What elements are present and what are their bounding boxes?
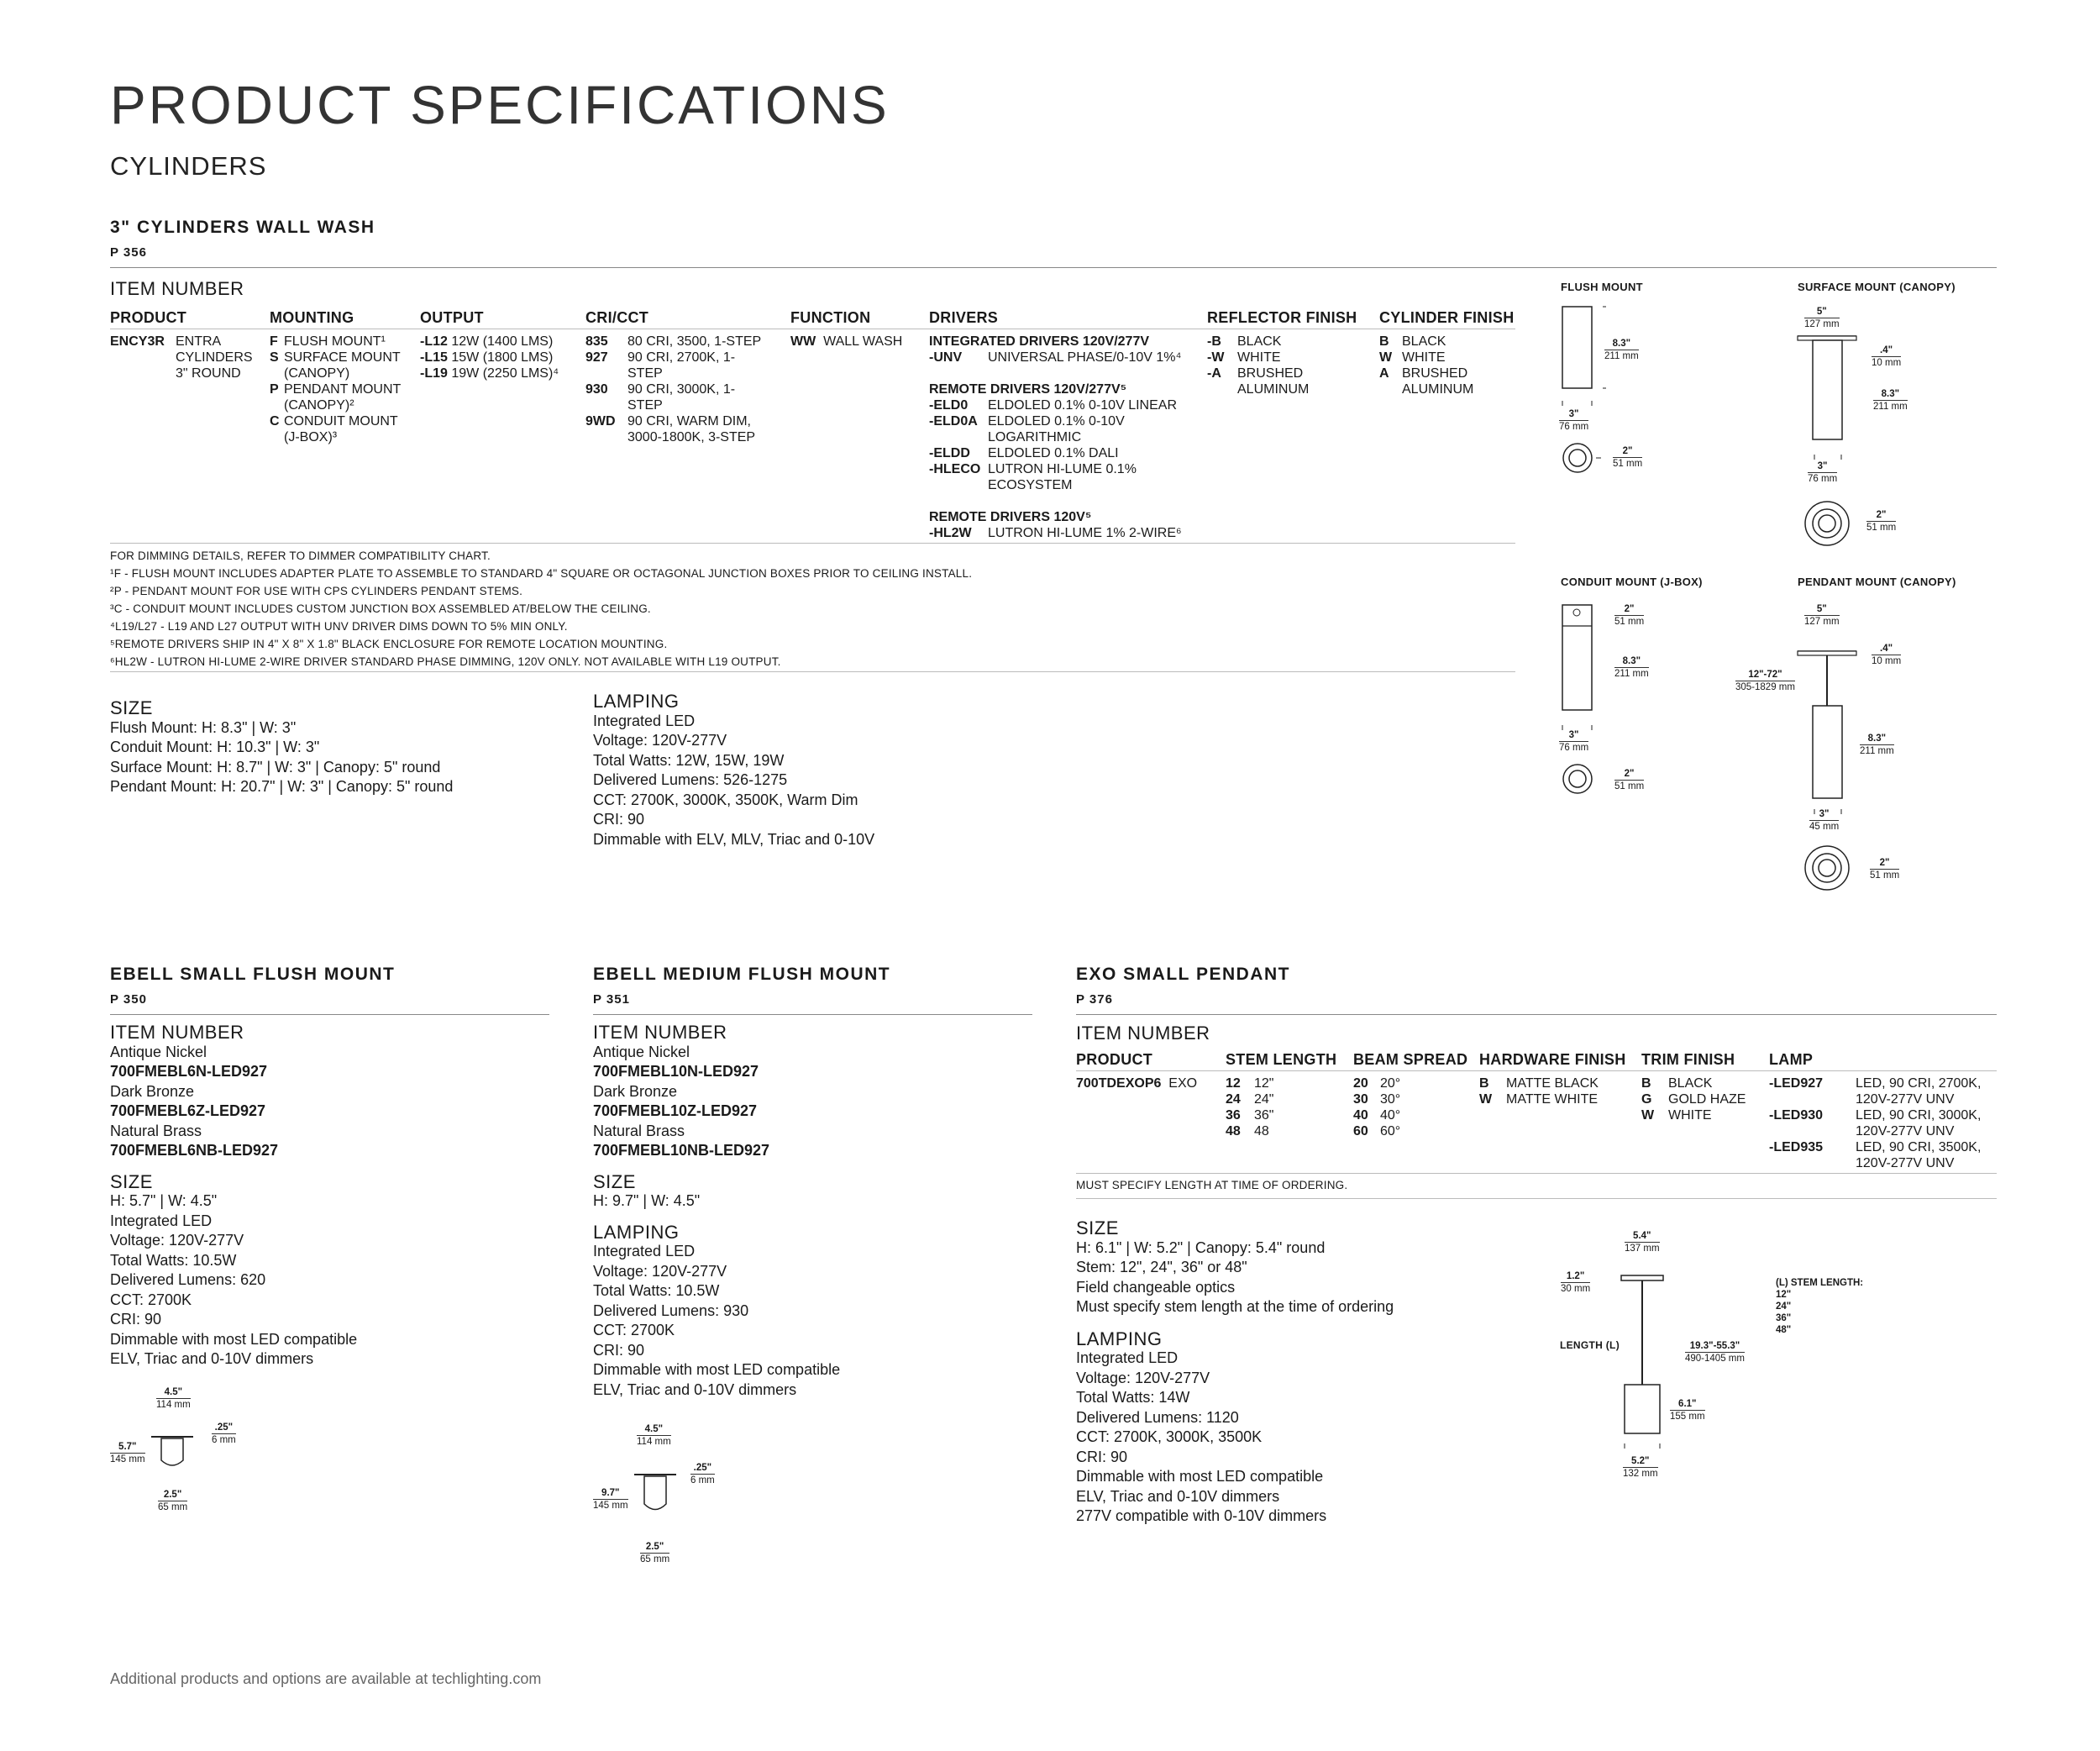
trim-option: W WHITE [1641,1108,1712,1123]
page-title: PRODUCT SPECIFICATIONS [110,75,890,135]
section-title-ebell-small: EBELL SMALL FLUSH MOUNT [110,965,396,984]
stem-option: 24 24" [1226,1092,1274,1107]
stem-option: 12 12" [1226,1076,1274,1091]
mounting-option: F FLUSH MOUNT¹ [270,334,386,349]
dim-ebell-medium-plate: .25" 6 mm [690,1463,715,1485]
dim-pendant-canopy-thickness: .4" 10 mm [1872,644,1902,666]
item-code: 700FMEBL10N-LED927 [593,1063,759,1080]
function-cell: WW WALL WASH [790,334,903,349]
driver-group-title: REMOTE DRIVERS 120V⁵ [929,510,1092,524]
ebell-medium-block [593,1023,840,1400]
product-code: ENCY3R [110,334,165,349]
item-number-label: ITEM NUMBER [593,1022,727,1043]
divider [1076,1014,1997,1015]
lamping-line: Dimmable with most LED compatible [1076,1468,1324,1485]
size-line: Conduit Mount: H: 10.3" | W: 3" [110,739,320,755]
reflector-option: -W WHITE [1207,350,1281,365]
hardware-option: W MATTE WHITE [1479,1092,1599,1107]
lamping-line: Integrated LED [593,712,696,729]
dim-ebell-small-plate: .25" 6 mm [212,1422,236,1445]
size-line: Field changeable optics [1076,1278,1236,1296]
size-line: H: 6.1" | W: 5.2" | Canopy: 5.4" round [1076,1238,1326,1256]
footnote: ¹F - FLUSH MOUNT INCLUDES ADAPTER PLATE TO ASSEMBLE TO STANDARD 4" SQUARE OR OCTAGONAL JUNCTION BOXES PRIOR TO CEILING INSTALL. [110,567,973,580]
lamping-line: CRI: 90 [593,811,645,828]
driver-option: -ELD0 ELDOLED 0.1% 0-10V LINEAR [929,398,1177,413]
col-header-lamp: LAMP [1769,1051,1814,1068]
mounting-option: P PENDANT MOUNT (CANOPY)² [270,382,401,413]
exo-note: MUST SPECIFY LENGTH AT TIME OF ORDERING. [1076,1179,1348,1191]
dim-surface-canopy: 5" 127 mm [1804,307,1840,329]
cylinder-option: A BRUSHED ALUMINUM [1379,366,1474,397]
note-divider [1076,1198,1997,1199]
lamping-line: Dimmable with ELV, MLV, Triac and 0-10V [593,830,875,848]
dim-surface-height: 8.3" 211 mm [1873,389,1908,412]
size-line: Pendant Mount: H: 20.7" | W: 3" | Canopy: 5" round [110,778,454,795]
cri-option: 9WD 90 CRI, WARM DIM, 3000-1800K, 3-STEP [585,414,756,444]
item-code: 700FMEBL6NB-LED927 [110,1142,279,1159]
notes-divider [110,671,1515,672]
lamping-line: Integrated LED [593,1243,696,1259]
lamping-line: Delivered Lumens: 526-1275 [593,771,788,788]
driver-option: -UNV UNIVERSAL PHASE/0-10V 1%⁴ [929,350,1182,365]
diagram-label-pendant: PENDANT MOUNT (CANOPY) [1798,576,1956,588]
finish-name: Antique Nickel [593,1043,690,1060]
dim-exo-overall: 19.3"-55.3" 490-1405 mm [1685,1341,1745,1364]
size-line: CCT: 2700K [110,1291,192,1308]
dim-ebell-small-width: 4.5" 114 mm [156,1387,191,1410]
divider [110,267,1997,268]
lamp-option: -LED930 LED, 90 CRI, 3000K, 120V-277V UNV [1769,1108,1982,1138]
size-line: CRI: 90 [110,1311,162,1328]
product-desc: ENTRA [176,334,222,349]
reflector-option: -A BRUSHED ALUMINUM [1207,366,1310,397]
reflector-option: -B BLACK [1207,334,1282,349]
driver-option: -ELDD ELDOLED 0.1% DALI [929,446,1119,460]
page-ref-ebell-small: P 350 [110,992,147,1007]
col-header-trim: TRIM FINISH [1641,1051,1735,1068]
size-line: H: 5.7" | W: 4.5" [110,1192,218,1209]
cri-option: 930 90 CRI, 3000K, 1-STEP [585,382,736,413]
page-ref-exo: P 376 [1076,992,1113,1007]
lamping-line: CCT: 2700K [593,1322,675,1338]
output-option: -L12 12W (1400 LMS) [420,334,554,349]
footnote: FOR DIMMING DETAILS, REFER TO DIMMER COMPATIBILITY CHART. [110,549,491,562]
diagram-label-flush: FLUSH MOUNT [1561,281,1643,293]
lamping-line: Voltage: 120V-277V [1076,1369,1210,1386]
item-number-label: ITEM NUMBER [110,1022,244,1043]
size-line: Total Watts: 10.5W [110,1251,237,1269]
lamping-line: Delivered Lumens: 930 [593,1301,749,1319]
size-label: SIZE [1076,1217,1119,1238]
footnote: ³C - CONDUIT MOUNT INCLUDES CUSTOM JUNCTION BOX ASSEMBLED AT/BELOW THE CEILING. [110,602,651,615]
lamping-line: Dimmable with most LED compatible [593,1361,841,1378]
lamping-line: CCT: 2700K, 3000K, 3500K [1076,1428,1263,1445]
trim-option: B BLACK [1641,1076,1713,1091]
dim-ebell-medium-width: 4.5" 114 mm [637,1424,671,1447]
dim-conduit-aperture: 2" 51 mm [1614,769,1645,791]
finish-name: Antique Nickel [110,1043,207,1060]
lamping-line: Delivered Lumens: 1120 [1076,1408,1239,1426]
dim-flush-height: 8.3" 211 mm [1604,339,1639,361]
output-cell [420,334,580,381]
item-number-label: ITEM NUMBER [110,278,244,299]
product-desc: 3" ROUND [176,366,241,381]
mounting-cell [270,334,412,445]
col-header-product: PRODUCT [1076,1051,1153,1068]
dim-exo-width: 5.2" 132 mm [1623,1456,1658,1479]
beam-option: 60 60° [1353,1124,1401,1138]
footnote: ²P - PENDANT MOUNT FOR USE WITH CPS CYLINDERS PENDANT STEMS. [110,585,523,597]
item-code: 700FMEBL6Z-LED927 [110,1102,266,1119]
lamp-option: -LED935 LED, 90 CRI, 3500K, 120V-277V UNV [1769,1140,1982,1170]
output-option: -L19 19W (2250 LMS)⁴ [420,366,559,381]
lamping-line: ELV, Triac and 0-10V dimmers [593,1380,797,1398]
page-ref-wallwash: P 356 [110,245,147,260]
finish-name: Natural Brass [593,1122,685,1139]
dim-ebell-small-base: 2.5" 65 mm [158,1490,188,1512]
exo-trim-cell [1641,1075,1746,1123]
size-line: Dimmable with most LED compatible [110,1330,358,1348]
col-header-function: FUNCTION [790,309,871,326]
size-line: ELV, Triac and 0-10V dimmers [110,1350,314,1367]
dim-pendant-height: 8.3" 211 mm [1860,734,1894,756]
lamp-option: -LED927 LED, 90 CRI, 2700K, 120V-277V UNV [1769,1076,1982,1107]
size-line: Delivered Lumens: 620 [110,1271,266,1288]
size-line: Surface Mount: H: 8.7" | W: 3" | Canopy: 5" round [110,758,441,776]
lamping-line: Total Watts: 14W [1076,1389,1190,1406]
finish-name: Natural Brass [110,1122,202,1139]
cylinder-cell [1379,334,1514,397]
exo-stem-lengths: (L) STEM LENGTH: 12" 24" 36" 48" [1776,1278,1864,1335]
driver-group-title: INTEGRATED DRIVERS 120V/277V [929,334,1150,349]
diagram-label-conduit: CONDUIT MOUNT (J-BOX) [1561,576,1703,588]
dim-exo-height: 6.1" 155 mm [1670,1399,1705,1422]
diagram-label-surface: SURFACE MOUNT (CANOPY) [1798,281,1956,293]
exo-stem-cell [1226,1075,1273,1139]
footnote: ⁵REMOTE DRIVERS SHIP IN 4" X 8" X 1.8" BLACK ENCLOSURE FOR REMOTE LOCATION MOUNTING. [110,638,668,650]
mounting-option: C CONDUIT MOUNT (J-BOX)³ [270,414,398,444]
product-desc: CYLINDERS [176,350,253,365]
lamping-line: CCT: 2700K, 3000K, 3500K, Warm Dim [593,791,858,808]
dim-exo-canopy-thickness: 1.2" 30 mm [1561,1271,1591,1294]
dim-conduit-box: 2" 51 mm [1614,604,1645,627]
lamping-line: Voltage: 120V-277V [593,732,727,749]
dim-pendant-canopy: 5" 127 mm [1804,604,1840,627]
drivers-cell [929,334,1206,541]
lamping-line: CRI: 90 [1076,1448,1128,1465]
divider [593,1014,1032,1015]
dim-pendant-aperture: 2" 51 mm [1870,858,1900,881]
size-line: H: 9.7" | W: 4.5" [593,1192,701,1209]
exo-product-cell: 700TDEXOP6 EXO [1076,1076,1198,1091]
lamping-label: LAMPING [1076,1328,1163,1349]
exo-beam-cell [1353,1075,1400,1139]
lamping-block [593,691,874,849]
exo-length-label: LENGTH (L) [1560,1339,1620,1351]
exo-pendant-drawing [1613,1269,1714,1462]
cri-option: 927 90 CRI, 2700K, 1-STEP [585,350,736,381]
trim-option: G GOLD HAZE [1641,1092,1746,1107]
size-label: SIZE [110,697,153,718]
item-code: 700FMEBL6N-LED927 [110,1063,268,1080]
beam-option: 30 30° [1353,1092,1401,1107]
dim-flush-width: 3" 76 mm [1559,409,1589,432]
beam-option: 40 40° [1353,1108,1401,1123]
lamping-line: Integrated LED [1076,1349,1179,1366]
section-title-wallwash: 3" CYLINDERS WALL WASH [110,218,375,237]
size-label: SIZE [110,1170,153,1192]
dim-surface-canopy-thickness: .4" 10 mm [1872,345,1902,368]
dim-exo-canopy: 5.4" 137 mm [1625,1231,1660,1254]
mounting-option: S SURFACE MOUNT (CANOPY) [270,350,401,381]
item-number-label: ITEM NUMBER [1076,1023,1210,1044]
exo-hardware-cell [1479,1075,1599,1107]
reflector-cell [1207,334,1367,397]
exo-lamp-cell [1769,1075,2000,1171]
dim-conduit-width: 3" 76 mm [1559,730,1589,753]
footnote: ⁴L19/L27 - L19 AND L27 OUTPUT WITH UNV DRIVER DIMS DOWN TO 5% MIN ONLY. [110,620,568,633]
size-line: Integrated LED [110,1212,213,1229]
stem-option: 36 36" [1226,1108,1274,1123]
lamping-line: CRI: 90 [593,1341,645,1359]
dim-surface-aperture: 2" 51 mm [1866,510,1897,533]
driver-option: -ELD0A ELDOLED 0.1% 0-10V LOGARITHMIC [929,414,1125,444]
ebell-medium-drawing [626,1466,693,1533]
lamping-label: LAMPING [593,1221,680,1243]
size-line: Must specify stem length at the time of ordering [1076,1298,1394,1315]
divider [110,1014,549,1015]
driver-group-title: REMOTE DRIVERS 120V/277V⁵ [929,382,1127,397]
dim-ebell-medium-base: 2.5" 65 mm [640,1542,670,1564]
size-line: Voltage: 120V-277V [110,1232,244,1249]
col-header-beam: BEAM SPREAD [1353,1051,1468,1068]
cricct-cell [585,334,783,445]
col-header-stem: STEM LENGTH [1226,1051,1337,1068]
size-block [110,698,453,797]
col-header-product: PRODUCT [110,309,187,326]
section-title-exo: EXO SMALL PENDANT [1076,965,1290,984]
cri-option: 835 80 CRI, 3500, 1-STEP [585,334,762,349]
dim-surface-width: 3" 76 mm [1808,461,1838,484]
finish-name: Dark Bronze [593,1082,678,1100]
table-divider [1076,1173,1997,1174]
col-header-cricct: CRI/CCT [585,309,649,326]
col-header-cylinder: CYLINDER FINISH [1379,309,1515,326]
size-label: SIZE [593,1170,636,1192]
dim-conduit-height: 8.3" 211 mm [1614,656,1649,679]
size-line: Stem: 12", 24", 36" or 48" [1076,1259,1247,1275]
dim-ebell-small-height: 5.7" 145 mm [110,1442,145,1464]
footnotes [110,547,972,670]
lamping-line: Total Watts: 10.5W [593,1282,720,1299]
exo-size-block [1076,1218,1394,1527]
section-title-ebell-medium: EBELL MEDIUM FLUSH MOUNT [593,965,891,984]
hardware-option: B MATTE BLACK [1479,1076,1599,1091]
stem-option: 48 48 [1226,1124,1269,1138]
lamping-label: LAMPING [593,691,680,712]
product-cell [110,334,253,381]
table-divider [110,543,1515,544]
lamping-line: 277V compatible with 0-10V dimmers [1076,1507,1327,1524]
dim-pendant-width: 3" 45 mm [1809,809,1840,832]
cylinder-option: B BLACK [1379,334,1446,349]
driver-option: -HLECO LUTRON HI-LUME 0.1% ECOSYSTEM [929,462,1137,492]
item-code: 700FMEBL10Z-LED927 [593,1102,758,1119]
col-header-output: OUTPUT [420,309,484,326]
col-header-hardware: HARDWARE FINISH [1479,1051,1626,1068]
footer-note: Additional products and options are available at techlighting.com [110,1670,542,1687]
output-option: -L15 15W (1800 LMS) [420,350,554,365]
header-divider [1076,1070,1997,1071]
page-subtitle: CYLINDERS [110,151,267,181]
footnote: ⁶HL2W - LUTRON HI-LUME 2-WIRE DRIVER STANDARD PHASE DIMMING, 120V ONLY. NOT AVAILABLE WITH L19 OUTPUT. [110,655,781,668]
page-ref-ebell-medium: P 351 [593,992,630,1007]
cylinder-option: W WHITE [1379,350,1446,365]
dim-pendant-stem: 12"-72" 305-1829 mm [1735,670,1795,692]
col-header-mounting: MOUNTING [270,309,354,326]
col-header-drivers: DRIVERS [929,309,999,326]
lamping-line: Voltage: 120V-277V [593,1262,727,1280]
lamping-line: ELV, Triac and 0-10V dimmers [1076,1487,1280,1505]
dim-ebell-medium-height: 9.7" 145 mm [593,1488,628,1511]
driver-option: -HL2W LUTRON HI-LUME 1% 2-WIRE⁶ [929,526,1182,540]
lamping-line: Total Watts: 12W, 15W, 19W [593,751,785,769]
size-line: Flush Mount: H: 8.3" | W: 3" [110,718,297,736]
col-header-reflector: REFLECTOR FINISH [1207,309,1357,326]
beam-option: 20 20° [1353,1076,1401,1091]
ebell-small-drawing [143,1428,210,1487]
dim-flush-aperture: 2" 51 mm [1613,446,1643,469]
item-code: 700FMEBL10NB-LED927 [593,1142,770,1159]
ebell-small-block [110,1023,357,1370]
finish-name: Dark Bronze [110,1082,195,1100]
